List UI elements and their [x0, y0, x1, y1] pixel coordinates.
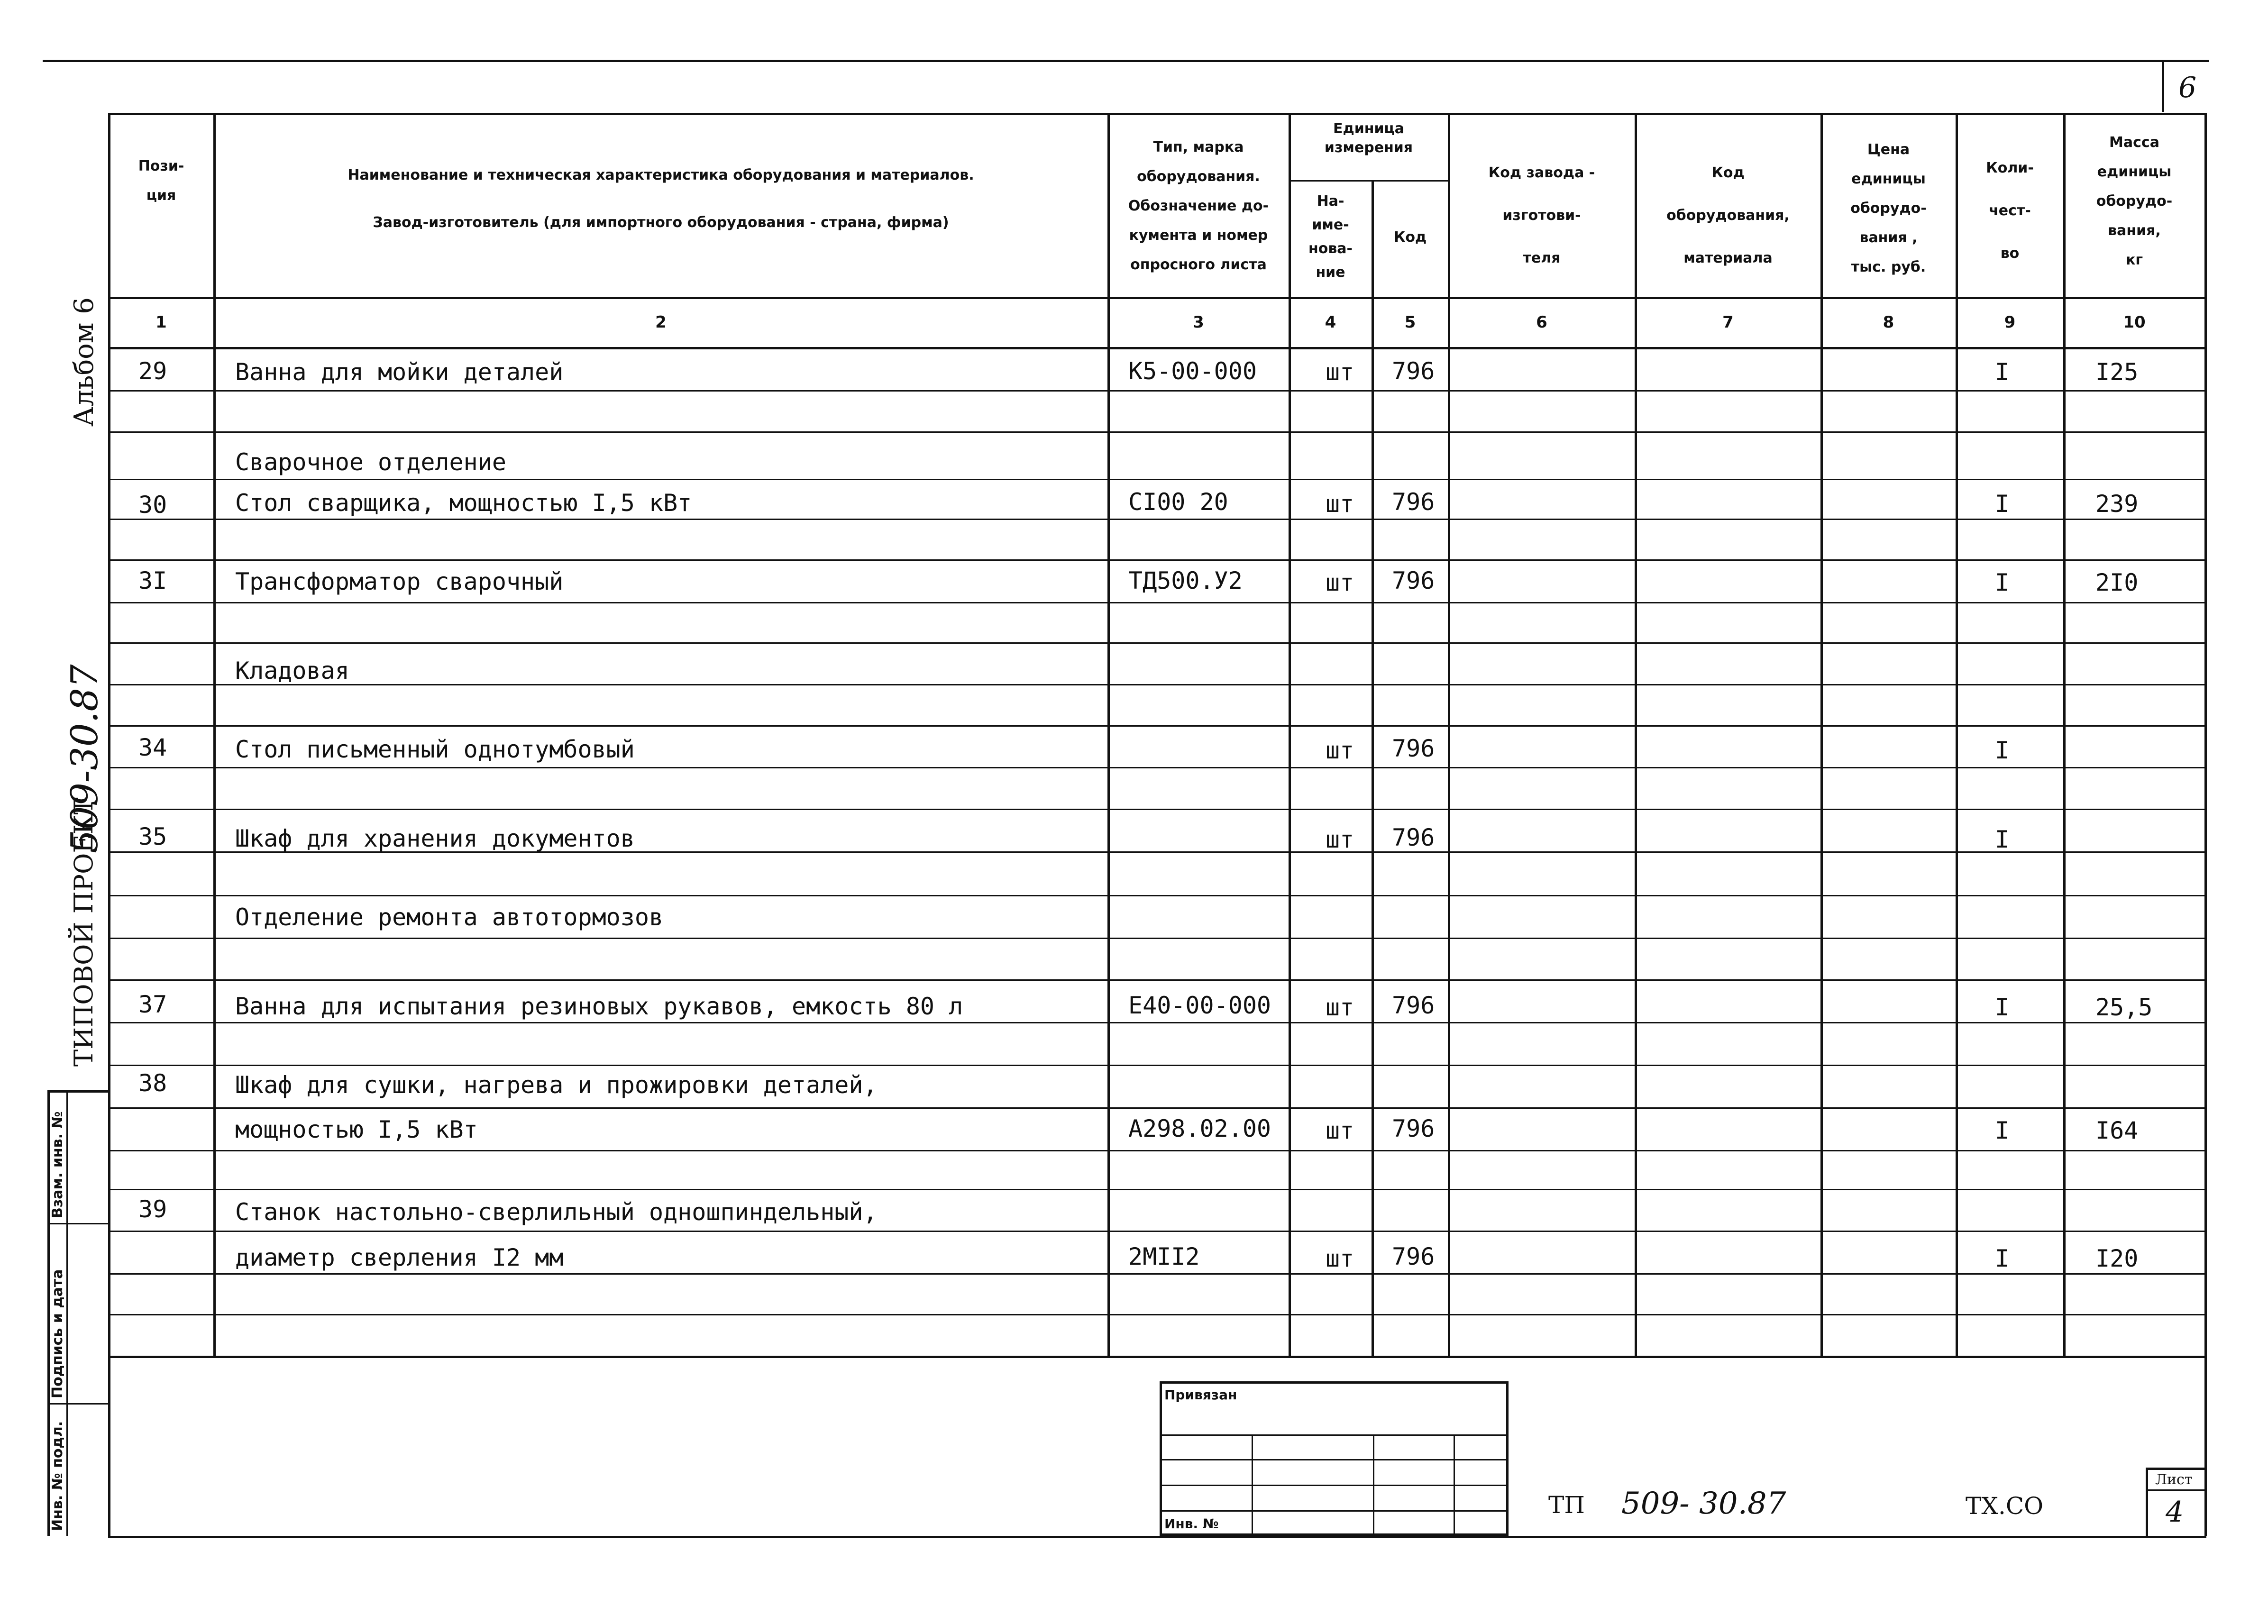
- code-cell: 796: [1392, 357, 1435, 385]
- header-bottom: [108, 297, 2206, 299]
- stamp-label-replace: Взам. инв. №: [49, 1111, 66, 1218]
- stamp-label-inv: Инв. № подл.: [49, 1421, 66, 1531]
- qty-cell: I: [1995, 737, 2010, 764]
- code-cell: 796: [1392, 824, 1435, 851]
- qty-cell: I: [1995, 490, 2010, 518]
- name-cell: Ванна для испытания резиновых рукавов, емкость 80 л: [235, 993, 963, 1020]
- name-cell: Трансформатор сварочный: [235, 568, 564, 595]
- row-line: [108, 1273, 2206, 1275]
- col-number: 7: [1722, 313, 1734, 332]
- stamp-top: [47, 1090, 109, 1093]
- pos-cell: 37: [138, 991, 167, 1018]
- row-line: [108, 979, 2206, 981]
- qty-cell: I: [1995, 569, 2010, 596]
- name-cell: Шкаф для хранения документов: [235, 825, 635, 852]
- code-cell: 796: [1392, 488, 1435, 516]
- mass-cell: I20: [2095, 1245, 2139, 1272]
- col-number: 8: [1883, 313, 1894, 332]
- name-cell: Стол письменный однотумбовый: [235, 736, 635, 763]
- stamp-col: [1252, 1434, 1253, 1536]
- unit-cell: шт: [1326, 826, 1354, 853]
- pos-cell: 3I: [138, 567, 167, 594]
- section-heading: Кладовая: [235, 657, 349, 684]
- name-cell: Шкаф для сушки, нагрева и прожировки деталей,: [235, 1071, 878, 1099]
- header-col5: Код: [1393, 229, 1427, 246]
- table-top: [108, 113, 2206, 115]
- frame-bottom: [108, 1536, 2206, 1538]
- pos-cell: 39: [138, 1195, 167, 1223]
- sheet-number: 4: [2166, 1496, 2184, 1529]
- stamp-split: [47, 1223, 109, 1224]
- header-col7: Код оборудования, материала: [1666, 164, 1790, 266]
- row-line: [108, 725, 2206, 727]
- name-cell: Стол сварщика, мощностью I,5 кВт: [235, 489, 692, 517]
- code-cell: 796: [1392, 735, 1435, 762]
- sheet-label: Лист: [2155, 1471, 2193, 1488]
- col-sep-3: [1289, 113, 1291, 1356]
- sheet-box-split: [2146, 1489, 2206, 1491]
- mass-cell: 239: [2095, 490, 2139, 518]
- unit-cell: шт: [1326, 358, 1354, 386]
- section-heading: Сварочное отделение: [235, 448, 506, 476]
- unit-cell: шт: [1326, 490, 1354, 518]
- sheet-number-top: 6: [2178, 71, 2197, 104]
- mass-cell: I64: [2095, 1117, 2139, 1144]
- header-col6: Код завода - изготови- теля: [1488, 164, 1595, 266]
- stamp-split: [47, 1403, 109, 1405]
- unit-cell: шт: [1326, 737, 1354, 764]
- project-label: ТИПОВОЙ ПРОЕКТ: [69, 797, 99, 1067]
- row-line: [108, 1022, 2206, 1023]
- header-col10: Масса единицы оборудо- вания, кг: [2096, 134, 2173, 268]
- header-col9: Коли- чест- во: [1986, 160, 2034, 262]
- stamp-strip-mid: [66, 1090, 68, 1536]
- qty-cell: I: [1995, 1245, 2010, 1272]
- header-col4: На- име- нова- ние: [1308, 193, 1353, 281]
- row-line: [108, 602, 2206, 603]
- row-line: [108, 479, 2206, 480]
- name-cell: Станок настольно-сверлильный одношпиндельный,: [235, 1198, 878, 1226]
- project-code: 509-30.87: [64, 664, 106, 853]
- type-cell: К5-00-000: [1128, 357, 1257, 385]
- header-col1: Пози- ция: [138, 158, 184, 204]
- numbers-bottom: [108, 347, 2206, 349]
- col-sep-6: [1635, 113, 1637, 1356]
- row-line: [108, 767, 2206, 768]
- col-sep-1: [213, 113, 216, 1356]
- qty-cell: I: [1995, 1117, 2010, 1144]
- row-line: [108, 1065, 2206, 1066]
- row-line: [108, 1231, 2206, 1232]
- col-sep-7: [1820, 113, 1823, 1356]
- code-cell: 796: [1392, 567, 1435, 594]
- album-label: Альбом 6: [69, 297, 100, 427]
- name-cell: диаметр сверления I2 мм: [235, 1244, 564, 1271]
- code-cell: 796: [1392, 992, 1435, 1019]
- stamp-col: [1454, 1434, 1455, 1536]
- row-line: [108, 1150, 2206, 1151]
- bound-stamp-box: [1160, 1381, 1509, 1536]
- col-number: 2: [655, 313, 667, 332]
- stamp-row: [1160, 1459, 1509, 1460]
- name-cell: мощностью I,5 кВт: [235, 1116, 478, 1143]
- qty-cell: I: [1995, 826, 2010, 853]
- col-number: 3: [1193, 313, 1204, 332]
- inv-label: Инв. №: [1164, 1516, 1219, 1532]
- col-number: 9: [2004, 313, 2016, 332]
- col-number: 10: [2123, 313, 2146, 332]
- type-cell: 2МII2: [1128, 1243, 1200, 1270]
- pos-cell: 34: [138, 734, 167, 761]
- unit-group-split: [1289, 180, 1448, 182]
- row-line: [108, 390, 2206, 392]
- col-number: 1: [155, 313, 167, 332]
- header-unit-group: Единица измерения: [1324, 120, 1413, 156]
- col-sep-8: [1956, 113, 1958, 1356]
- row-line: [108, 642, 2206, 644]
- pos-cell: 35: [138, 823, 167, 850]
- stamp-row: [1160, 1434, 1509, 1436]
- table-bottom: [108, 1356, 2206, 1358]
- unit-cell: шт: [1326, 1117, 1354, 1144]
- row-line: [108, 559, 2206, 561]
- col-number: 5: [1404, 313, 1416, 332]
- qty-cell: I: [1995, 358, 2010, 386]
- qty-cell: I: [1995, 994, 2010, 1021]
- frame-right: [2204, 113, 2207, 1536]
- col-number: 4: [1325, 313, 1336, 332]
- row-line: [108, 1314, 2206, 1315]
- section-heading: Отделение ремонта автотормозов: [235, 903, 664, 931]
- stamp-col: [1373, 1434, 1374, 1536]
- col-sep-9: [2063, 113, 2066, 1356]
- row-line: [108, 684, 2206, 685]
- unit-cell: шт: [1326, 994, 1354, 1021]
- name-cell: Ванна для мойки деталей: [235, 358, 564, 386]
- doc-mark: ТХ.СО: [1966, 1492, 2044, 1520]
- tp-label: ТП: [1548, 1491, 1585, 1519]
- mass-cell: 25,5: [2095, 994, 2153, 1021]
- type-cell: ТД500.У2: [1128, 567, 1243, 594]
- header-col8: Цена единицы оборудо- вания , тыс. руб.: [1850, 141, 1927, 275]
- sheet-box-left: [2162, 60, 2164, 112]
- row-line: [108, 1107, 2206, 1109]
- pos-cell: 29: [138, 357, 167, 385]
- type-cell: А298.02.00: [1128, 1115, 1271, 1142]
- mass-cell: I25: [2095, 358, 2139, 386]
- doc-code: 509- 30.87: [1621, 1486, 1786, 1521]
- pos-cell: 30: [138, 491, 167, 519]
- stamp-label-sign: Подпись и дата: [49, 1269, 66, 1398]
- header-col2: Наименование и техническая характеристика оборудования и материалов. Завод-изготовитель (для импортного оборудования - страна, фирма): [348, 167, 974, 231]
- row-line: [108, 895, 2206, 896]
- col-sep-5: [1448, 113, 1450, 1356]
- row-line: [108, 1189, 2206, 1190]
- type-cell: Е40-00-000: [1128, 992, 1271, 1019]
- row-line: [108, 809, 2206, 810]
- stamp-row: [1160, 1510, 1509, 1512]
- mass-cell: 2I0: [2095, 569, 2139, 596]
- row-line: [108, 938, 2206, 939]
- header-col3: Тип, марка оборудования. Обозначение до- кумента и номер опросного листа: [1128, 139, 1269, 273]
- col-sep-2: [1107, 113, 1110, 1356]
- code-cell: 796: [1392, 1115, 1435, 1142]
- unit-cell: шт: [1326, 1245, 1354, 1272]
- bound-label: Привязан: [1164, 1387, 1237, 1403]
- type-cell: СI00 20: [1128, 488, 1228, 516]
- unit-cell: шт: [1326, 569, 1354, 596]
- row-line: [108, 431, 2206, 433]
- pos-cell: 38: [138, 1069, 167, 1097]
- col-number: 6: [1536, 313, 1547, 332]
- top-border: [43, 60, 2209, 62]
- row-line: [108, 519, 2206, 520]
- code-cell: 796: [1392, 1243, 1435, 1270]
- stamp-row: [1160, 1485, 1509, 1486]
